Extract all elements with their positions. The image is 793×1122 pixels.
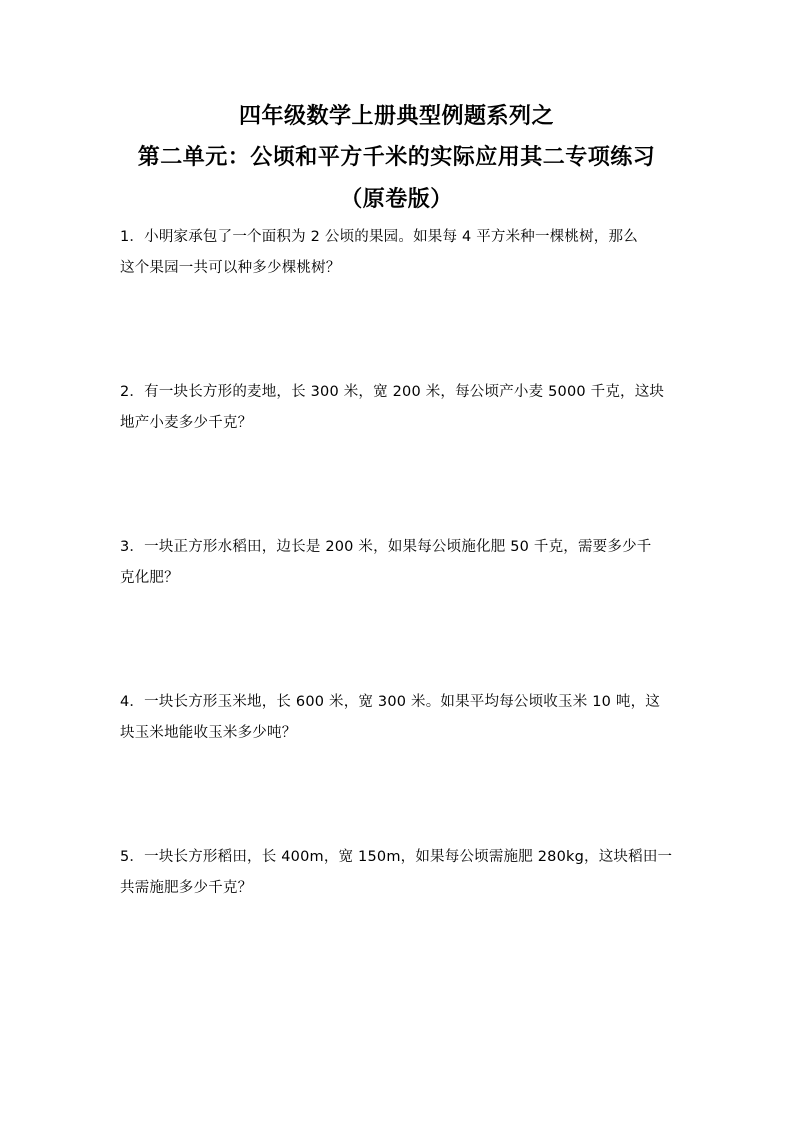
question-text-line: 5．一块长方形稻田，长 400m，宽 150m，如果每公顷需施肥 280kg，这块稻田一	[120, 849, 673, 865]
question-3	[120, 532, 676, 594]
question-text-line: 块玉米地能收玉米多少吨？	[120, 725, 297, 741]
question-text-line: 共需施肥多少千克？	[120, 880, 253, 896]
question-text-line: 1．小明家承包了一个面积为 2 公顷的果园。如果每 4 平方米种一棵桃树，那么	[120, 229, 638, 245]
question-text-line: 克化肥？	[120, 570, 179, 586]
question-text-line: 3．一块正方形水稻田，边长是 200 米，如果每公顷施化肥 50 千克，需要多少千	[120, 539, 652, 555]
question-2	[120, 377, 676, 439]
document-title-series: 四年级数学上册典型例题系列之	[238, 104, 554, 129]
document-title-version: （原卷版）	[340, 187, 453, 212]
question-1	[120, 222, 676, 284]
question-5	[120, 842, 676, 904]
question-4	[120, 687, 676, 749]
document-title-unit: 第二单元：公顷和平方千米的实际应用其二专项练习	[137, 145, 656, 170]
question-text-line: 这个果园一共可以种多少棵桃树？	[120, 260, 341, 276]
question-text-line: 2．有一块长方形的麦地，长 300 米，宽 200 米，每公顷产小麦 5000 千克，这块	[120, 384, 665, 400]
question-text-line: 地产小麦多少千克？	[120, 415, 253, 431]
question-text-line: 4．一块长方形玉米地，长 600 米，宽 300 米。如果平均每公顷收玉米 10 吨，这	[120, 694, 660, 710]
